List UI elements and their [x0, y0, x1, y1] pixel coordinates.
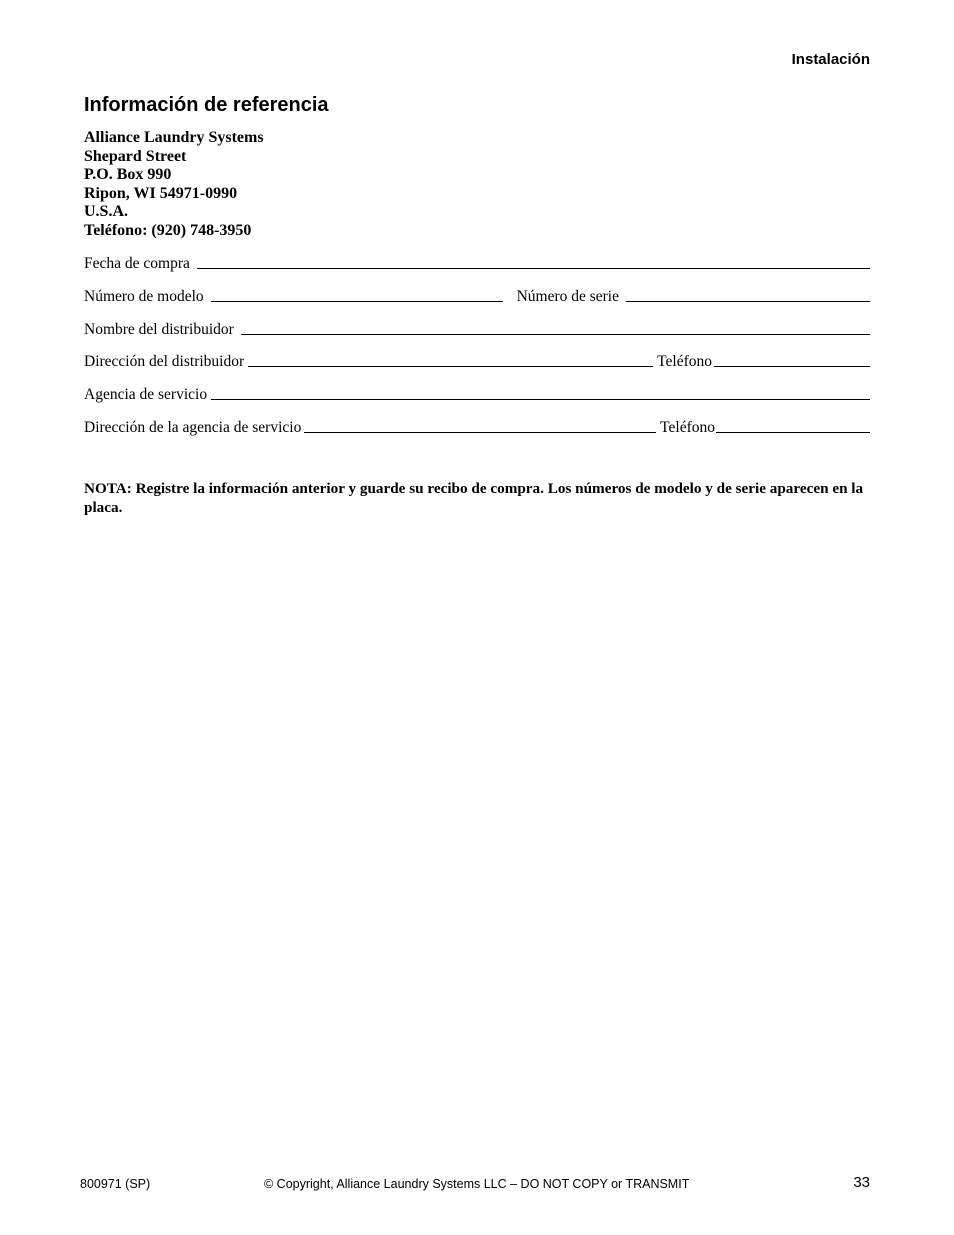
distributor-phone-label: Teléfono [657, 353, 712, 370]
purchase-date-row [84, 253, 870, 273]
purchase-date-label: Fecha de compra [84, 255, 190, 272]
address-line: Teléfono: (920) 748-3950 [84, 221, 252, 239]
service-agency-address-row [84, 417, 870, 437]
service-agency-address-blank[interactable] [304, 432, 656, 433]
service-agency-blank[interactable] [211, 399, 870, 400]
footer-copyright: © Copyright, Alliance Laundry Systems LLC – DO NOT COPY or TRANSMIT [264, 1177, 690, 1191]
address-line: U.S.A. [84, 203, 129, 221]
service-agency-address-label: Dirección de la agencia de servicio [84, 419, 302, 436]
distributor-name-blank[interactable] [241, 334, 870, 335]
purchase-date-blank[interactable] [197, 268, 870, 269]
section-header: Instalación [791, 51, 870, 68]
distributor-address-row [84, 351, 870, 371]
footer-page-number: 33 [853, 1174, 870, 1191]
model-number-blank[interactable] [211, 301, 503, 302]
address-line: Alliance Laundry Systems [84, 129, 264, 146]
distributor-name-row [84, 319, 870, 339]
serial-number-blank[interactable] [626, 301, 870, 302]
address-line: Shepard Street [84, 147, 187, 165]
distributor-address-label: Dirección del distribuidor [84, 353, 245, 370]
model-serial-row [84, 286, 870, 306]
footer-doc-number: 800971 (SP) [80, 1177, 151, 1191]
note-label: NOTA: [84, 480, 132, 497]
service-agency-phone-label: Teléfono [660, 419, 715, 436]
address-line: P.O. Box 990 [84, 166, 172, 184]
company-address [84, 129, 264, 241]
distributor-phone-blank[interactable] [714, 366, 870, 367]
note-paragraph [84, 480, 870, 517]
service-agency-row [84, 384, 870, 404]
service-agency-label: Agencia de servicio [84, 386, 208, 403]
distributor-name-label: Nombre del distribuidor [84, 321, 234, 338]
note-text: Registre la información anterior y guarde su recibo de compra. Los números de modelo y de serie aparecen en la placa. [84, 480, 864, 516]
model-number-label: Número de modelo [84, 288, 204, 305]
service-agency-phone-blank[interactable] [716, 432, 870, 433]
page-title: Información de referencia [84, 94, 329, 116]
serial-number-label: Número de serie [516, 288, 619, 305]
distributor-address-blank[interactable] [248, 366, 653, 367]
address-line: Ripon, WI 54971-0990 [84, 184, 238, 202]
